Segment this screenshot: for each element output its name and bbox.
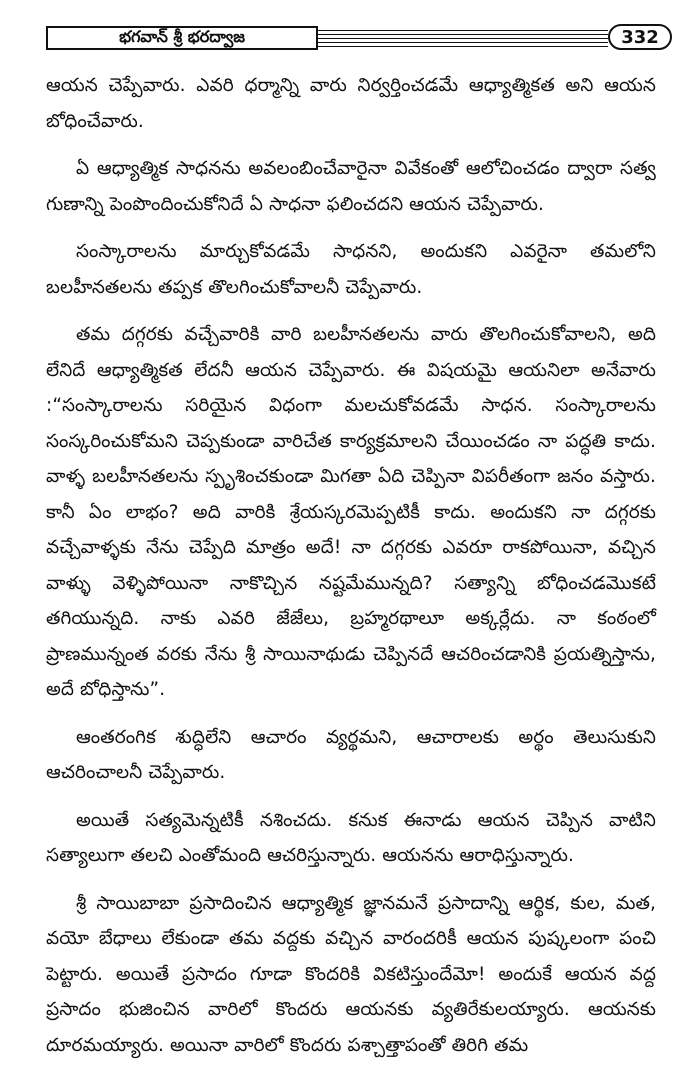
paragraph-6: అయితే సత్యమెన్నటికీ నశించదు. కనుక ఈనాడు ఆయన చెప్పిన వాటిని సత్యాలుగా తలచి ఎంతోమంది ఆచరిస్తున్నారు. ఆయనను ఆరాధిస్తున్నారు.: [46, 809, 656, 866]
header-rule-lines: [318, 28, 608, 48]
paragraph-1: ఆయన చెప్పేవారు. ఎవరి ధర్మాన్ని వారు నిర్వర్తించడమే ఆధ్యాత్మికత అని ఆయన బోధించేవారు.: [46, 75, 656, 132]
page-number: 332: [608, 24, 672, 50]
page-body: [46, 68, 656, 1075]
paragraph-2: ఏ ఆధ్యాత్మిక సాధనను అవలంబించేవారైనా వివేకంతో ఆలోచించడం ద్వారా సత్వ గుణాన్ని పెంపొందించుకోనిదే ఏ సాధనా ఫలించదని ఆయన చెప్పేవారు.: [46, 158, 656, 215]
paragraph-4: తమ దగ్గరకు వచ్చేవారికి వారి బలహీనతలను వారు తొలగించుకోవాలని, అది లేనిదే ఆధ్యాత్మికత లేదనీ ఆయన చెప్పేవారు. ఈ విషయమై ఆయనిలా అనేవారు :“సంస్కారాలను సరియైన విధంగా మలచుకోవడమే సాధన. సంస్కారాలను సంస్కరించుకోమని చెప్పకుండా వారిచేత కార్యక్రమాలని చేయించడం నా పద్ధతి కాదు. వాళ్ళ బలహీనతలను స్పృశించకుండా మిగతా ఏది చెప్పినా విపరీతంగా జనం వస్తారు. కానీ ఏం లాభం? అది వారికి శ్రేయస్కరమెప్పటికీ కాదు. అందుకని నా దగ్గరకు వచ్చేవాళ్ళకు నేను చెప్పేది మాత్రం అదే! నా దగ్గరకు ఎవరూ రాకపోయినా, వచ్చిన వాళ్ళు వెళ్ళిపోయినా నాకొచ్చిన నష్టమేమున్నది? సత్యాన్ని బోధించడమొకటే తగియున్నది. నాకు ఎవరి జేజేలు, బ్రహ్మరథాలూ అక్కర్లేదు. నా కంఠంలో ప్రాణమున్నంత వరకు నేను శ్రీ సాయినాథుడు చెప్పినదే ఆచరించడానికి ప్రయత్నిస్తాను, అదే బోధిస్తాను”.: [46, 324, 656, 700]
paragraph-3: సంస్కారాలను మార్చుకోవడమే సాధనని, అందుకని ఎవరైనా తమలోని బలహీనతలను తప్పక తొలగించుకోవాలనీ చెప్పేవారు.: [46, 241, 656, 298]
paragraph-7: శ్రీ సాయిబాబా ప్రసాదించిన ఆధ్యాత్మిక జ్ఞానమనే ప్రసాదాన్ని ఆర్థిక, కుల, మత, వయో బేధాలు లేకుండా తమ వద్దకు వచ్చిన వారందరికీ ఆయన పుష్కలంగా పంచి పెట్టారు. అయితే ప్రసాదం గూడా కొందరికి వికటిస్తుందేమో! అందుకే ఆయన వద్ద ప్రసాదం భుజించిన వారిలో కొందరు ఆయనకు వ్యతిరేకులయ్యారు. ఆయనకు దూరమయ్యారు. అయినా వారిలో కొందరు పశ్చాత్తాపంతో తిరిగి తమ: [46, 892, 656, 1056]
running-title: భగవాన్ శ్రీ భరద్వాజ: [46, 26, 318, 50]
paragraph-5: ఆంతరంగిక శుద్ధిలేని ఆచారం వ్యర్థమని, ఆచారాలకు అర్థం తెలుసుకుని ఆచరించాలనీ చెప్పేవారు.: [46, 726, 656, 783]
page-header: [46, 24, 659, 54]
